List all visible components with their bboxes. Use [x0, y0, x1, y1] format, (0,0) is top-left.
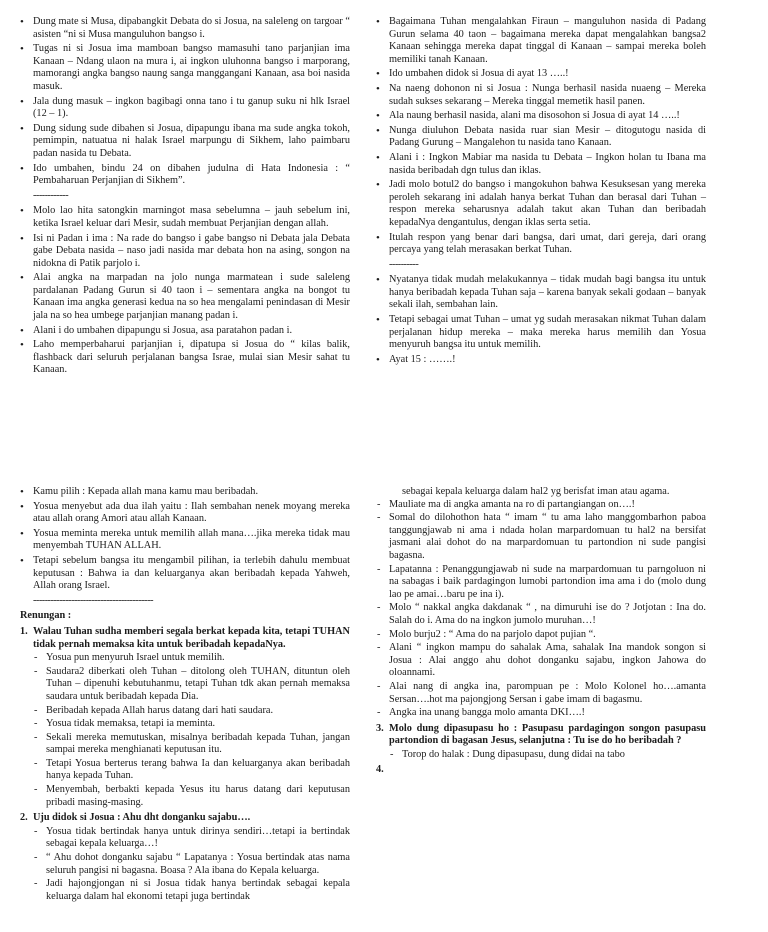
numbered-point: [20, 812, 350, 903]
numbered-point: [376, 764, 706, 777]
list-item: • Dung sidung sude dibahen si Josua, dipapungu ibana ma sude angka tokoh, pemimpin, natuatua ni halak Israel marpungu di Sikhem, laho paimbaru padan nasida tu Debata.: [20, 123, 350, 161]
bullet-list: [376, 16, 706, 257]
list-item: • Bagaimana Tuhan mengalahkan Firaun – manguluhon nasida di Padang Gurun selama 40 taon – bagaimana mereka dapat mengalahkan bangsa2 Kanaan sehingga mereka dapat tinggal di Kanaan – sampai mereka boleh memiliki tanah Kanaan.: [376, 16, 706, 66]
list-item: • Na naeng dohonon ni si Josua : Nunga berhasil nasida nuaeng – Mereka sudah sukses sekarang – Mereka tinggal memetik hasil panen.: [376, 83, 706, 108]
list-item: • Alani i do umbahen dipapungu si Josua, asa paratahon padan i.: [20, 325, 350, 338]
bullet-list: [376, 274, 706, 366]
list-item: - Menyembah, berbakti kepada Yesus itu harus datang dari keputusan pribadi masing-masing.: [33, 784, 350, 809]
point-title: Walau Tuhan sudha memberi segala berkat kepada kita, tetapi TUHAN tidak pernah memaksa kita untuk beribadah kepadaNya.: [33, 625, 350, 650]
list-item: - Sekali mereka memutuskan, misalnya beribadah kepada Tuhan, jangan sampai mereka menghianati keputusan itu.: [33, 732, 350, 757]
list-item: • Ido umbahen didok si Josua di ayat 13 …..!: [376, 68, 706, 81]
list-item: - Somal do dilohothon hata “ imam “ tu ama laho manggombarhon paboa tanggungjawab ni ama i ndada holan marpardomuan tu hal2 na bersifat jasmani alai dohot do na marpardomuan tu partondion ni sude pangisi bagasna.: [376, 512, 706, 562]
numbered-point: [20, 626, 350, 809]
list-item: • Nyatanya tidak mudah melakukannya – tidak mudah bagi bangsa itu untuk hanya beribadah kepada Tuhan saja – karena banyak sekali godaan – banyak sekali ilah, sembahan lain.: [376, 274, 706, 312]
list-item: • Isi ni Padan i ima : Na rade do bangso i gabe bangso ni Debata jala Debata gabe Debata nasida – naso jadi nasida mar debata hon na asing, songon na nidokna di Patik parjolo i.: [20, 233, 350, 271]
list-item: • Molo lao hita satongkin marningot masa sebelumna – jauh sebelum ini, ketika Israel keluar dari Mesir, sudah membuat Perjanjian dengan allah.: [20, 205, 350, 230]
list-item: • Jadi molo botul2 do bangso i mangokuhon bahwa Kesuksesan yang mereka peroleh sekarang ini adalah hanya berkat Tuhan dan berasal dari Tuhan – respon mereka seharusnya adalah takut akan Tuhan dan beribadah kepadaNya dengantulus, dengan iklas serta setia.: [376, 179, 706, 229]
list-item: • Dung mate si Musa, dipabangkit Debata do si Josua, na saleleng on targoar “ asisten “ni si Musa manguluhon bangso i.: [20, 16, 350, 41]
separator: ----------: [389, 258, 419, 270]
list-item: - Molo burju2 : “ Ama do na parjolo dapot pujian “.: [376, 629, 706, 642]
list-item: • Yosua menyebut ada dua ilah yaitu : Ilah sembahan nenek moyang mereka atau allah orang Amori atau allah Kanaan.: [20, 501, 350, 526]
bullet-list: [20, 486, 350, 593]
dash-list: [376, 499, 706, 720]
bullet-list: [20, 16, 350, 188]
list-item: - Yosua tidak memaksa, tetapi ia meminta.: [33, 718, 350, 731]
point-title: [389, 764, 706, 777]
dash-list: [33, 826, 350, 904]
list-item: - Yosua tidak bertindak hanya untuk dirinya sendiri…tetapi ia bertindak sebagai kepala keluarga…!: [33, 826, 350, 851]
list-item: - Tetapi Yosua berterus terang bahwa Ia dan keluarganya akan beribadah hanya kepada Tuhan.: [33, 758, 350, 783]
list-item: - Torop do halak : Dung dipasupasu, dung didai na tabo: [389, 749, 706, 762]
point-title: Uju didok si Josua : Ahu dht donganku sajabu….: [33, 812, 251, 824]
list-item: • Tetapi sebagai umat Tuhan – umat yg sudah merasakan nikmat Tuhan dalam perjalanan hidup mereka – maka mereka harus memilih dan Yosua menyuruh bangsa itu untuk memilih.: [376, 314, 706, 352]
list-item: • Ayat 15 : …….!: [376, 354, 706, 367]
list-item: - Mauliate ma di angka amanta na ro di partangiangan on….!: [376, 499, 706, 512]
top-right-section: [376, 16, 706, 368]
list-item: • Tugas ni si Josua ima mamboan bangso mamasuhi tano parjanjian ima Kanaan – Ndang ulaon na mura i, ai ingkon uluhonna bangso i marporang, mamorangi angka bangso naung sanga manggangani Kanaan, asa boi nasida masuk.: [20, 43, 350, 93]
list-item: - Alani “ ingkon mampu do sahalak Ama, sahalak Ina mandok songon si Josua : Alai anggo ahu dohot donganku sajabu, ingkon Jahowa do oloannami.: [376, 642, 706, 680]
separator: -----------------------------------------: [33, 594, 154, 606]
list-item: • Ala naung berhasil nasida, alani ma disosohon si Josua di ayat 14 …..!: [376, 110, 706, 123]
list-item: - Saudara2 diberkati oleh Tuhan – ditolong oleh TUHAN, dituntun oleh Tuhan – dipenuhi kebutuhanmu, tetapi Tuhan tdk akan pernah memaksa saudara untuk beribadah kepada Dia.: [33, 666, 350, 704]
point-number: 1.: [20, 625, 28, 637]
list-item: • Alani i : Ingkon Mabiar ma nasida tu Debata – Ingkon holan tu Ibana ma nasida beribadah dgn tulus dan iklas.: [376, 152, 706, 177]
bottom-left-section: [20, 486, 350, 904]
list-item: • Itulah respon yang benar dari bangsa, dari umat, dari gereja, dari orang percaya yang telah merasakan berkat Tuhan.: [376, 232, 706, 257]
list-item: - Yosua pun menyuruh Israel untuk memilih.: [33, 652, 350, 665]
list-item: - Lapatanna : Penanggungjawab ni sude na marpardomuan tu parngoluon ni na sabagas i baik pardagingon lumobi partondion ima ama i do (molo dung lao pe amai…baru pe ina i).: [376, 564, 706, 602]
list-item: - Molo “ nakkal angka dakdanak “ , na dimuruhi ise do ? Jotjotan : Ina do. Salah do i. Ama do na ingkon jumolo muruhan…!: [376, 602, 706, 627]
continued-text: sebagai kepala keluarga dalam hal2 yg berisfat iman atau agama.: [402, 486, 670, 497]
top-left-section: [20, 16, 350, 379]
list-item: • Kamu pilih : Kepada allah mana kamu mau beribadah.: [20, 486, 350, 499]
section-heading: Renungan :: [20, 610, 72, 622]
bottom-right-section: [376, 486, 706, 777]
point-title: Molo dung dipasupasu ho : Pasupasu pardagingon songon pasupasu partondion di bagasan Jesus, selanjutna : Tu ise do ho beribadah ?: [389, 722, 706, 747]
point-number: 2.: [20, 812, 28, 824]
numbered-point: [376, 723, 706, 762]
list-item: • Ido umbahen, bindu 24 on dibahen judulna di Hata Indonesia : “ Pembaharuan Perjanjian di Sikhem”.: [20, 163, 350, 188]
list-item: • Alai angka na marpadan na jolo nunga marmatean i sude saleleng pardalanan Padang Gurun si 40 taon i – sementara angka na bongot tu Kanaan ima angka generasi keduа na so hea mengalami penindasan di Mesir jala na so hea umbege parjanjian manang padan i.: [20, 272, 350, 322]
list-item: - Alai nang di angka ina, parompuan pe : Molo Kolonel ho….amanta Sersan….hot ma pajongjong Sersan i gabe imam di bagasmu.: [376, 681, 706, 706]
list-item: - Beribadah kepada Allah harus datang dari hati saudara.: [33, 705, 350, 718]
separator: ------------: [33, 189, 69, 201]
list-item: • Tetapi sebelum bangsa itu mengambil pilihan, ia terlebih dahulu membuat keputusan : Bahwa ia dan keluarganya akan beribadah kepada Yahweh, Allah orang Israel.: [20, 555, 350, 593]
list-item: • Jala dung masuk – ingkon bagibagi onna tano i tu ganup suku ni hlk Israel (12 – 1).: [20, 96, 350, 121]
list-item: - “ Ahu dohot donganku sajabu “ Lapatanya : Yosua bertindak atas nama seluruh pangisi ni bagasna. Boasa ? Ala ibana do Kepala keluarga.: [33, 852, 350, 877]
dash-list: [389, 749, 706, 762]
list-item: - Angka ina unang bangga molo amanta DKI….!: [376, 707, 706, 720]
point-number: 3.: [376, 722, 384, 734]
list-item: • Nunga diuluhon Debata nasida ruar sian Mesir – ditogutogu nasida di Padang Gurung – Mangalehon tu nasida tano Kanaan.: [376, 125, 706, 150]
point-number: 4.: [376, 764, 384, 776]
dash-list: [33, 652, 350, 809]
list-item: • Laho memperbaharui parjanjian i, dipatupa si Josua do “ kilas balik, flashback dari seluruh perjalanan bangsa Israe, mulai sian Mesir sahat tu Kanaan.: [20, 339, 350, 377]
bullet-list: [20, 205, 350, 377]
list-item: - Jadi hajongjongan ni si Josua tidak hanya bertindak sebagai kepala keluarga dalam hal ekonomi tetapi juga bertindak: [33, 878, 350, 903]
list-item: • Yosua meminta mereka untuk memilih allah mana….jika mereka tidak mau menyembah TUHAN ALLAH.: [20, 528, 350, 553]
